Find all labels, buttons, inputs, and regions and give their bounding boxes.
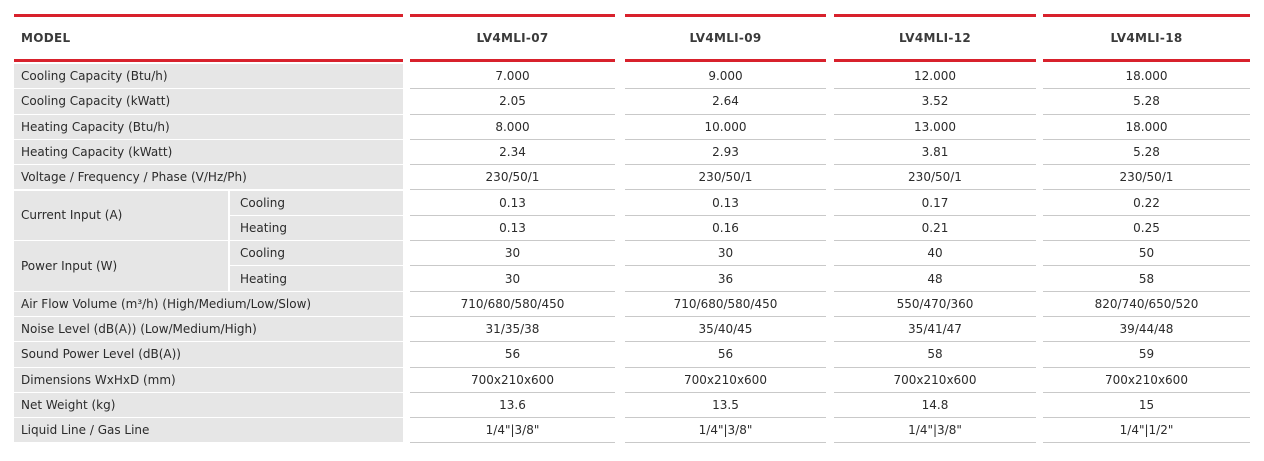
spec-value: 58 [1043, 266, 1250, 291]
spec-value: 48 [834, 266, 1036, 291]
spec-value: 0.13 [410, 216, 615, 241]
spec-value: 18.000 [1043, 115, 1250, 140]
spec-value: 56 [625, 342, 826, 367]
spec-value: 30 [410, 241, 615, 266]
spec-value: 0.13 [625, 191, 826, 216]
spec-value: 1/4"|1/2" [1043, 418, 1250, 443]
spec-value: 820/740/650/520 [1043, 292, 1250, 317]
spec-value: 230/50/1 [410, 165, 615, 190]
spec-value: 700x210x600 [410, 368, 615, 393]
spec-value: 56 [410, 342, 615, 367]
spec-value: 710/680/580/450 [625, 292, 826, 317]
spec-value: 550/470/360 [834, 292, 1036, 317]
spec-label: Noise Level (dB(A)) (Low/Medium/High) [14, 317, 403, 342]
spec-label: Air Flow Volume (m³/h) (High/Medium/Low/Slow) [14, 292, 403, 317]
spec-value: 2.05 [410, 89, 615, 114]
spec-label: Heating Capacity (Btu/h) [14, 115, 403, 140]
spec-value: 5.28 [1043, 140, 1250, 165]
spec-value: 710/680/580/450 [410, 292, 615, 317]
spec-value: 7.000 [410, 64, 615, 89]
spec-value: 0.16 [625, 216, 826, 241]
spec-value: 31/35/38 [410, 317, 615, 342]
model-name-header: LV4MLI-07 [410, 14, 615, 62]
spec-label: Sound Power Level (dB(A)) [14, 342, 403, 367]
spec-value: 230/50/1 [834, 165, 1036, 190]
spec-value: 15 [1043, 393, 1250, 418]
spec-value: 3.52 [834, 89, 1036, 114]
spec-value: 5.28 [1043, 89, 1250, 114]
spec-label: Current Input (A) [14, 191, 228, 242]
spec-value: 30 [410, 266, 615, 291]
spec-value: 1/4"|3/8" [410, 418, 615, 443]
spec-value: 40 [834, 241, 1036, 266]
spec-value: 13.000 [834, 115, 1036, 140]
spec-value: 18.000 [1043, 64, 1250, 89]
spec-value: 0.25 [1043, 216, 1250, 241]
spec-value: 0.13 [410, 191, 615, 216]
model-name-header: LV4MLI-09 [625, 14, 826, 62]
spec-value: 3.81 [834, 140, 1036, 165]
spec-value: 700x210x600 [834, 368, 1036, 393]
spec-value: 13.5 [625, 393, 826, 418]
spec-value: 36 [625, 266, 826, 291]
spec-value: 0.17 [834, 191, 1036, 216]
model-name-header: LV4MLI-12 [834, 14, 1036, 62]
spec-sublabel: Heating [229, 266, 403, 291]
spec-label: Cooling Capacity (kWatt) [14, 89, 403, 114]
spec-sublabel: Cooling [229, 241, 403, 266]
spec-value: 0.21 [834, 216, 1036, 241]
spec-value: 230/50/1 [625, 165, 826, 190]
spec-value: 2.34 [410, 140, 615, 165]
spec-value: 2.64 [625, 89, 826, 114]
spec-label: Heating Capacity (kWatt) [14, 140, 403, 165]
model-header: MODEL [14, 14, 403, 62]
spec-label: Voltage / Frequency / Phase (V/Hz/Ph) [14, 165, 403, 190]
spec-value: 0.22 [1043, 191, 1250, 216]
spec-value: 8.000 [410, 115, 615, 140]
spec-value: 58 [834, 342, 1036, 367]
spec-value: 13.6 [410, 393, 615, 418]
spec-value: 50 [1043, 241, 1250, 266]
spec-value: 35/41/47 [834, 317, 1036, 342]
spec-value: 59 [1043, 342, 1250, 367]
model-name-header: LV4MLI-18 [1043, 14, 1250, 62]
spec-sublabel: Heating [229, 216, 403, 241]
spec-value: 230/50/1 [1043, 165, 1250, 190]
spec-value: 1/4"|3/8" [834, 418, 1036, 443]
spec-value: 2.93 [625, 140, 826, 165]
spec-label: Liquid Line / Gas Line [14, 418, 403, 443]
spec-value: 12.000 [834, 64, 1036, 89]
spec-value: 39/44/48 [1043, 317, 1250, 342]
spec-label: Power Input (W) [14, 241, 228, 292]
spec-value: 35/40/45 [625, 317, 826, 342]
spec-value: 9.000 [625, 64, 826, 89]
spec-value: 700x210x600 [1043, 368, 1250, 393]
spec-value: 700x210x600 [625, 368, 826, 393]
spec-value: 14.8 [834, 393, 1036, 418]
spec-value: 10.000 [625, 115, 826, 140]
spec-label: Net Weight (kg) [14, 393, 403, 418]
spec-value: 30 [625, 241, 826, 266]
spec-label: Dimensions WxHxD (mm) [14, 368, 403, 393]
spec-value: 1/4"|3/8" [625, 418, 826, 443]
spec-label: Cooling Capacity (Btu/h) [14, 64, 403, 89]
spec-sublabel: Cooling [229, 191, 403, 216]
